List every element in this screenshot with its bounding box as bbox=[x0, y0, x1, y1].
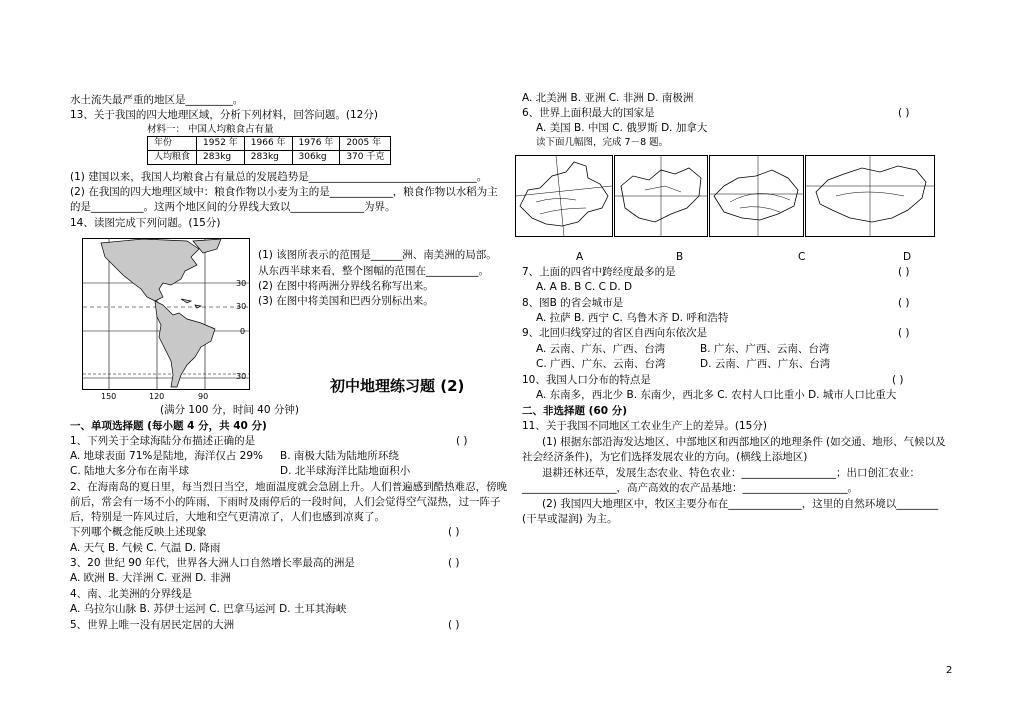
table-cell: 283kg bbox=[197, 151, 245, 165]
question-2-prompt: 下列哪个概念能反映上述现象 bbox=[70, 526, 207, 538]
latitude-label: 30 bbox=[236, 372, 247, 381]
question-8-options: A. 拉萨 B. 西宁 C. 乌鲁木齐 D. 呼和浩特 bbox=[536, 312, 729, 324]
map-question-3: (3) 在图中将美国和巴西分别标出来。 bbox=[258, 295, 434, 307]
question-3: 3、20 世纪 90 年代，世界各大洲人口自然增长率最高的洲是 bbox=[70, 557, 355, 569]
read-instruction: 读下面几幅图，完成 7－8 题。 bbox=[536, 137, 669, 148]
page-title: 初中地理练习题 (2) bbox=[330, 377, 465, 395]
question-5: 5、世界上唯一没有居民定居的大洲 bbox=[70, 619, 235, 631]
latitude-label: 0 bbox=[240, 327, 246, 336]
question-10-options: A. 东南多，西北少 B. 东南少，西北多 C. 农村人口比重小 D. 城市人口比重大 bbox=[536, 389, 897, 401]
answer-paren: ( ) bbox=[448, 557, 460, 569]
option-a: A. 云南、广东、广西、台湾 bbox=[536, 343, 666, 355]
question-3-options: A. 欧洲 B. 大洋洲 C. 亚洲 D. 非洲 bbox=[70, 572, 231, 584]
answer-paren: ( ) bbox=[456, 435, 468, 447]
option-c: C. 陆地大多分布在南半球 bbox=[70, 465, 190, 477]
question-10: 10、我国人口分布的特点是 bbox=[522, 374, 651, 386]
option-b: B. 广东、广西、云南、台湾 bbox=[700, 343, 830, 355]
question-13-2-cont: 的是__________。这两个地区间的分界线大致以______________为界。 bbox=[70, 201, 396, 213]
map-question-1-cont: 从东西半球来看，整个图幅的范围在__________。 bbox=[258, 265, 489, 277]
longitude-label: 150 bbox=[101, 392, 117, 401]
answer-paren: ( ) bbox=[898, 266, 910, 278]
table-row bbox=[148, 137, 391, 151]
table-cell: 370 千克 bbox=[340, 151, 391, 165]
question-7: 7、上面的四省中跨经度最多的是 bbox=[522, 266, 676, 278]
map-label-a: A bbox=[576, 251, 584, 263]
longitude-label: 120 bbox=[149, 392, 165, 401]
option-d: D. 云南、广西、广东、台湾 bbox=[700, 358, 831, 370]
question-5-options: A. 北美洲 B. 亚洲 C. 非洲 D. 南极洲 bbox=[522, 92, 694, 104]
americas-map bbox=[82, 238, 250, 390]
answer-paren: ( ) bbox=[448, 619, 460, 631]
table-cell: 1952 年 bbox=[197, 137, 245, 151]
answer-paren: ( ) bbox=[898, 297, 910, 309]
map-question-2: (2) 在图中将两洲分界线名称写出来。 bbox=[258, 280, 434, 292]
text-line: 水土流失最严重的地区是_________。 bbox=[70, 94, 244, 106]
table-cell: 306kg bbox=[292, 151, 340, 165]
question-11: 11、关于我国不同地区工农业生产上的差异。(15分) bbox=[522, 420, 767, 432]
question-2-cont: 前后，常会有一场不小的阵雨，下雨时及雨停后的一段时间，人们会觉得空气湿热，过一阵子 bbox=[70, 496, 501, 508]
option-d: D. 北半球海洋比陆地面积小 bbox=[280, 465, 411, 477]
table-cell: 人均粮食 bbox=[148, 151, 197, 165]
question-4-options: A. 乌拉尔山脉 B. 苏伊士运河 C. 巴拿马运河 D. 土耳其海峡 bbox=[70, 603, 347, 615]
question-13: 13、关于我国的四大地理区域，分析下列材料，回答问题。(12分) bbox=[70, 109, 378, 121]
table-cell: 283kg bbox=[244, 151, 292, 165]
question-9: 9、北回归线穿过的省区自西向东依次是 bbox=[522, 327, 708, 339]
question-8: 8、图B 的省会城市是 bbox=[522, 297, 624, 309]
section-2-heading: 二、非选择题 (60 分) bbox=[522, 405, 628, 417]
map-label-c: C bbox=[798, 251, 806, 263]
province-map-b bbox=[614, 155, 708, 237]
answer-paren: ( ) bbox=[448, 526, 460, 538]
question-6-options: A. 美国 B. 中国 C. 俄罗斯 D. 加拿大 bbox=[536, 122, 708, 134]
question-11-1-blank-cont: __________________，高产高效的农产品基地：____________________。 bbox=[522, 482, 858, 494]
table-cell: 1966 年 bbox=[244, 137, 292, 151]
table-cell: 2005 年 bbox=[340, 137, 391, 151]
option-a: A. 地球表面 71%是陆地，海洋仅占 29% bbox=[70, 450, 264, 462]
question-7-options: A. A B. B C. C D. D bbox=[536, 281, 633, 293]
question-2-cont: 后，特别是一阵风过后，大地和空气更清凉了，人们也感到凉爽了。 bbox=[70, 511, 385, 523]
question-14: 14、读图完成下列问题。(15分) bbox=[70, 217, 221, 229]
page-subtitle: (满分 100 分，时间 40 分钟) bbox=[160, 404, 299, 416]
province-map-a bbox=[515, 155, 613, 237]
section-1-heading: 一、单项选择题 (每小题 4 分，共 40 分) bbox=[70, 420, 267, 432]
question-2-options: A. 天气 B. 气候 C. 气温 D. 降雨 bbox=[70, 542, 221, 554]
question-2: 2、在海南岛的夏日里，每当烈日当空，地面温度就会急剧上升。人们普遍感到酷热难忍，傍晚 bbox=[70, 481, 508, 493]
answer-paren: ( ) bbox=[892, 374, 904, 386]
question-11-1: (1) 根据东部沿海发达地区、中部地区和西部地区的地理条件 (如交通、地形、气候以及 bbox=[542, 436, 946, 448]
page-number: 2 bbox=[946, 665, 953, 676]
material-caption: 材料一： 中国人均粮食占有量 bbox=[147, 124, 274, 135]
question-11-2: (2) 我国四大地理区中，牧区主要分布在______________，这里的自然环境以________ bbox=[542, 498, 939, 510]
question-13-2: (2) 在我国的四大地理区域中：粮食作物以小麦为主的是____________，粮食作物以水稻为主 bbox=[70, 186, 498, 198]
question-6: 6、世界上面积最大的国家是 bbox=[522, 107, 655, 119]
answer-paren: ( ) bbox=[898, 107, 910, 119]
question-13-1: (1) 建国以来，我国人均粮食占有量总的发展趋势是________________________________。 bbox=[70, 171, 488, 183]
question-11-1-cont: 社会经济条件)，为它们选择发展农业的方向。(横线上添地区) bbox=[522, 451, 808, 463]
answer-paren: ( ) bbox=[898, 327, 910, 339]
option-c: C. 广西、广东、云南、台湾 bbox=[536, 358, 666, 370]
province-map-c bbox=[709, 155, 804, 237]
table-cell: 年份 bbox=[148, 137, 197, 151]
table-row bbox=[148, 151, 391, 165]
question-11-2-cont: (干旱或湿润) 为主。 bbox=[522, 513, 618, 525]
option-b: B. 南极大陆为陆地所环绕 bbox=[280, 450, 399, 462]
table-cell: 1976 年 bbox=[292, 137, 340, 151]
latitude-label: 30 bbox=[236, 279, 247, 288]
map-question-1: (1) 该图所表示的范围是______洲、南美洲的局部。 bbox=[258, 249, 497, 261]
grain-table bbox=[147, 136, 391, 165]
question-11-1-blank: 退耕还林还草，发展生态农业、特色农业：__________________；出口创汇农业： bbox=[542, 467, 920, 479]
question-4: 4、南、北美洲的分界线是 bbox=[70, 588, 193, 600]
province-map-d bbox=[805, 155, 935, 237]
map-label-d: D bbox=[903, 251, 912, 263]
map-label-b: B bbox=[676, 251, 684, 263]
latitude-label: 30 bbox=[236, 302, 247, 311]
question-1: 1、下列关于全球海陆分布描述正确的是 bbox=[70, 435, 256, 447]
longitude-label: 90 bbox=[198, 392, 209, 401]
